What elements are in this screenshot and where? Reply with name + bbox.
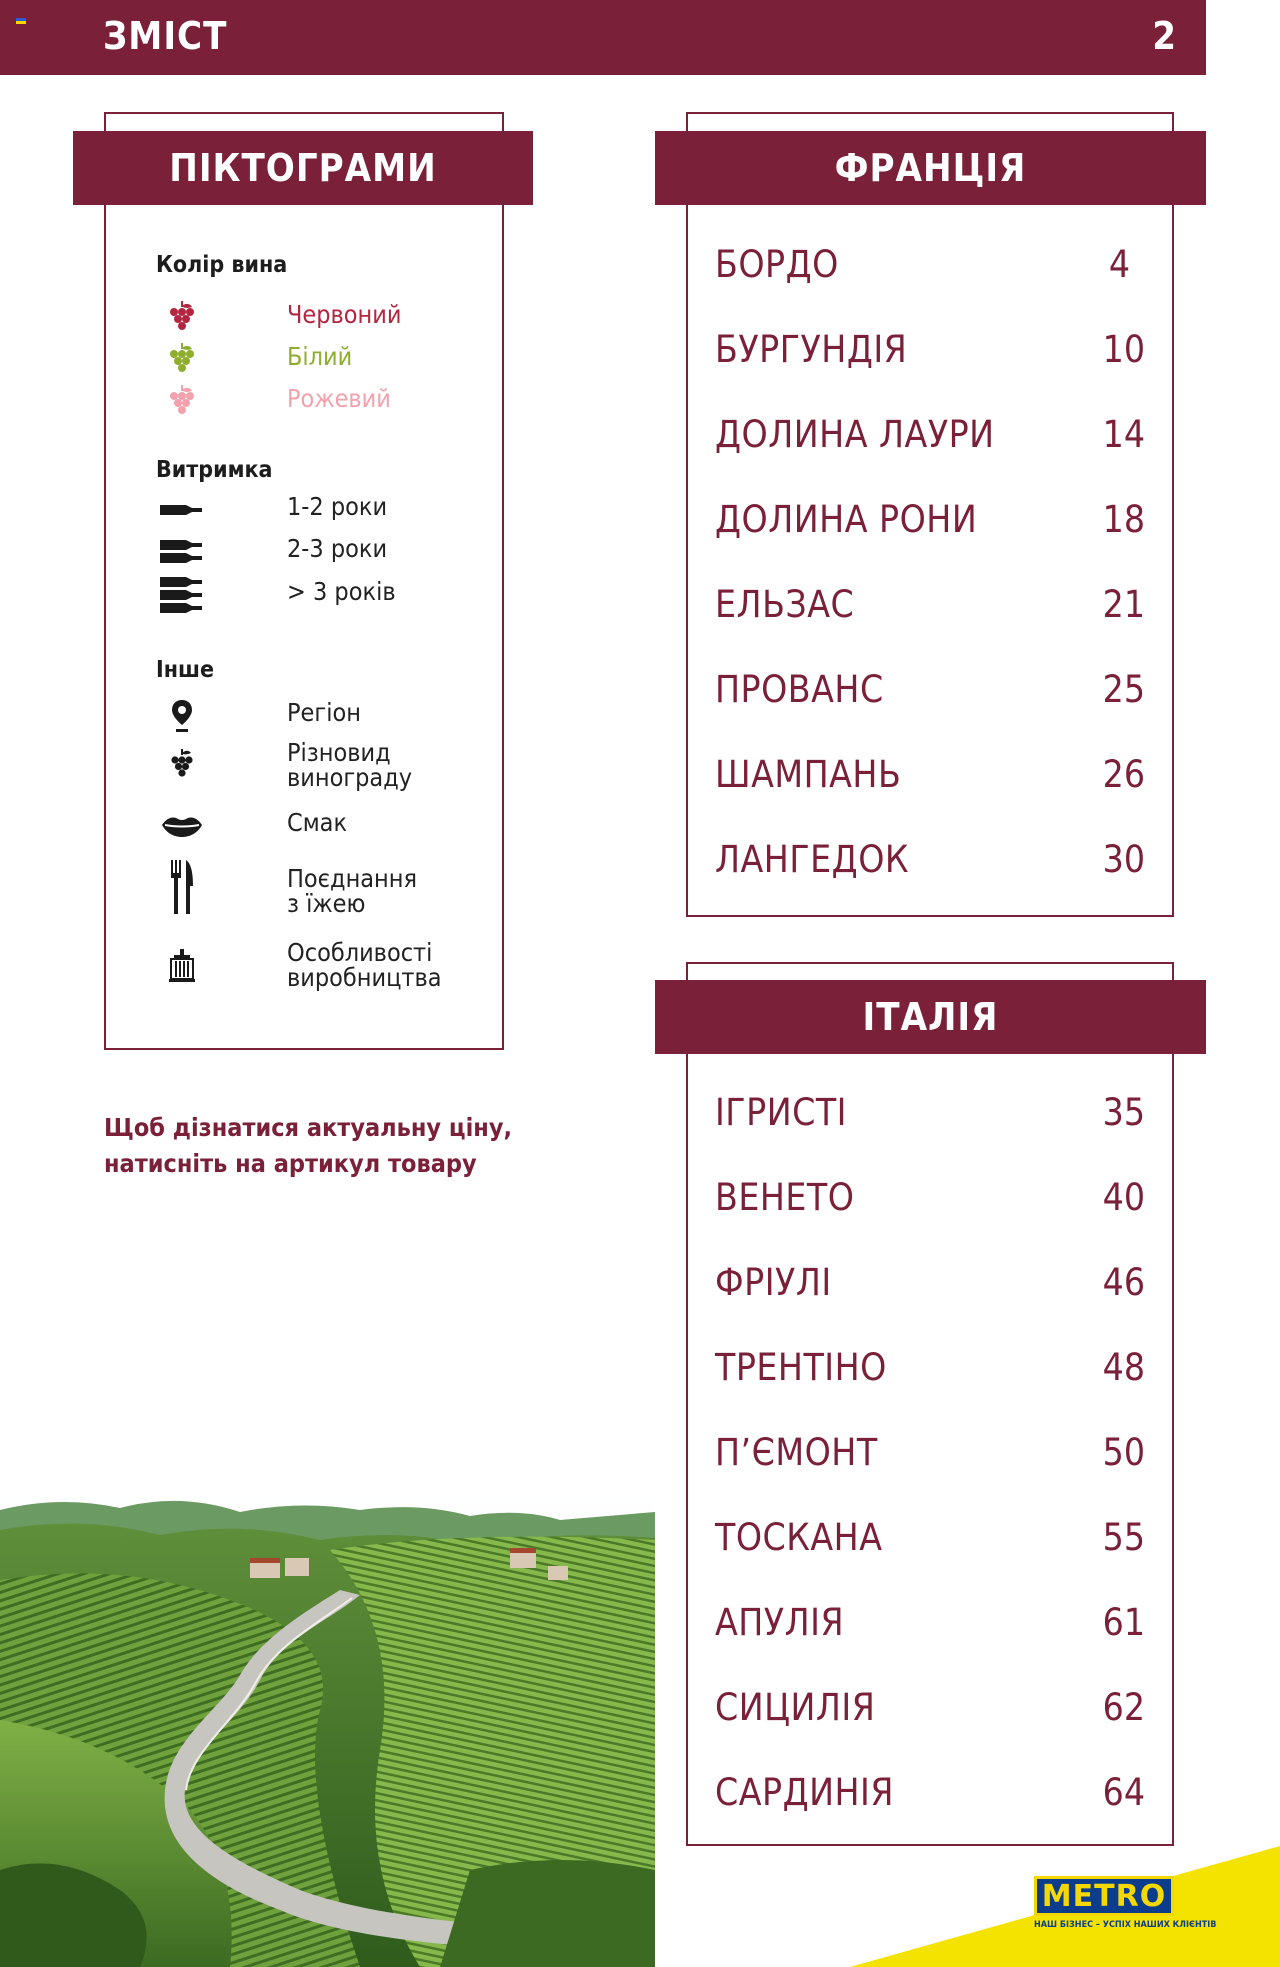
legend-food-pairing xyxy=(154,864,514,918)
legend-aging-3 xyxy=(154,575,514,615)
grape-variety-icon xyxy=(154,746,210,786)
legend-production xyxy=(154,938,514,992)
toc-item-loire[interactable]: ДОЛИНА ЛАУРИ 14 xyxy=(715,413,1145,456)
location-pin-icon xyxy=(154,696,210,736)
legend-aging-1 xyxy=(154,490,514,530)
toc-item-rhone[interactable]: ДОЛИНА РОНИ 18 xyxy=(715,498,1145,541)
toc-item-bordeaux[interactable]: БОРДО 4 xyxy=(715,243,1130,286)
toc-item-champagne[interactable]: ШАМПАНЬ 26 xyxy=(715,753,1145,796)
toc-item-burgundy[interactable]: БУРГУНДІЯ 10 xyxy=(715,328,1145,371)
price-note: Щоб дізнатися актуальну ціну, натисніть на артикул товару xyxy=(104,1113,513,1178)
legend-red xyxy=(154,298,514,338)
toc-item-piedmont[interactable]: П’ЄМОНТ 50 xyxy=(715,1431,1145,1474)
toc-item-apulia[interactable]: АПУЛІЯ 61 xyxy=(715,1601,1145,1644)
legend-rose xyxy=(154,382,514,422)
aging-heading: Витримка xyxy=(156,457,273,483)
lips-icon xyxy=(154,806,210,846)
toc-item-sparkling[interactable]: ІГРИСТІ 35 xyxy=(715,1091,1145,1134)
page-number: 2 xyxy=(1152,14,1176,58)
legend-taste xyxy=(154,806,514,846)
legend-grape-variety xyxy=(154,738,514,792)
legend-label: Регіон xyxy=(287,698,361,727)
fork-knife-icon xyxy=(154,868,210,908)
toc-item-veneto[interactable]: ВЕНЕТО 40 xyxy=(715,1176,1145,1219)
toc-item-sardinia[interactable]: САРДИНІЯ 64 xyxy=(715,1771,1145,1814)
grape-icon xyxy=(154,340,210,380)
legend-label: Смак xyxy=(287,808,348,837)
legend-white xyxy=(154,340,514,380)
header-bar xyxy=(0,0,1206,75)
grape-icon xyxy=(154,298,210,338)
legend-label: Рожевий xyxy=(287,384,391,413)
winepress-icon xyxy=(154,946,210,986)
legend-label: 2-3 роки xyxy=(287,534,388,563)
flag-icon xyxy=(16,18,26,24)
toc-item-trentino[interactable]: ТРЕНТІНО 48 xyxy=(715,1346,1145,1389)
legend-label: Червоний xyxy=(287,300,402,329)
legend-aging-2 xyxy=(154,532,514,572)
grape-icon xyxy=(154,382,210,422)
legend-label: > 3 років xyxy=(287,577,396,606)
bottle-2-icon xyxy=(154,532,210,572)
france-title: ФРАНЦІЯ xyxy=(655,131,1206,205)
vineyard-landscape-image xyxy=(0,1490,655,1967)
legend-label: Особливості виробництва xyxy=(287,938,442,992)
legend-label: 1-2 роки xyxy=(287,492,388,521)
toc-item-alsace[interactable]: ЕЛЬЗАС 21 xyxy=(715,583,1145,626)
toc-item-languedoc[interactable]: ЛАНГЕДОК 30 xyxy=(715,838,1145,881)
legend-region xyxy=(154,696,514,736)
other-heading: Інше xyxy=(156,657,215,683)
page-title: ЗМІСТ xyxy=(103,14,228,58)
wine-color-heading: Колір вина xyxy=(156,252,288,278)
metro-logo: METRO xyxy=(1034,1876,1174,1916)
pictograms-title: ПІКТОГРАМИ xyxy=(73,131,533,205)
legend-label: Поєднання з їжею xyxy=(287,864,418,918)
legend-label: Різновид винограду xyxy=(287,738,413,792)
toc-item-provence[interactable]: ПРОВАНС 25 xyxy=(715,668,1145,711)
bottle-1-icon xyxy=(154,490,210,530)
metro-brand xyxy=(1034,1876,1216,1930)
bottle-3-icon xyxy=(154,575,210,615)
toc-item-sicily[interactable]: СИЦИЛІЯ 62 xyxy=(715,1686,1145,1729)
toc-item-friuli[interactable]: ФРІУЛІ 46 xyxy=(715,1261,1145,1304)
legend-label: Білий xyxy=(287,342,353,371)
metro-tagline: НАШ БІЗНЕС – УСПІХ НАШИХ КЛІЄНТІВ xyxy=(1034,1920,1217,1930)
toc-item-tuscany[interactable]: ТОСКАНА 55 xyxy=(715,1516,1145,1559)
italy-title: ІТАЛІЯ xyxy=(655,980,1206,1054)
